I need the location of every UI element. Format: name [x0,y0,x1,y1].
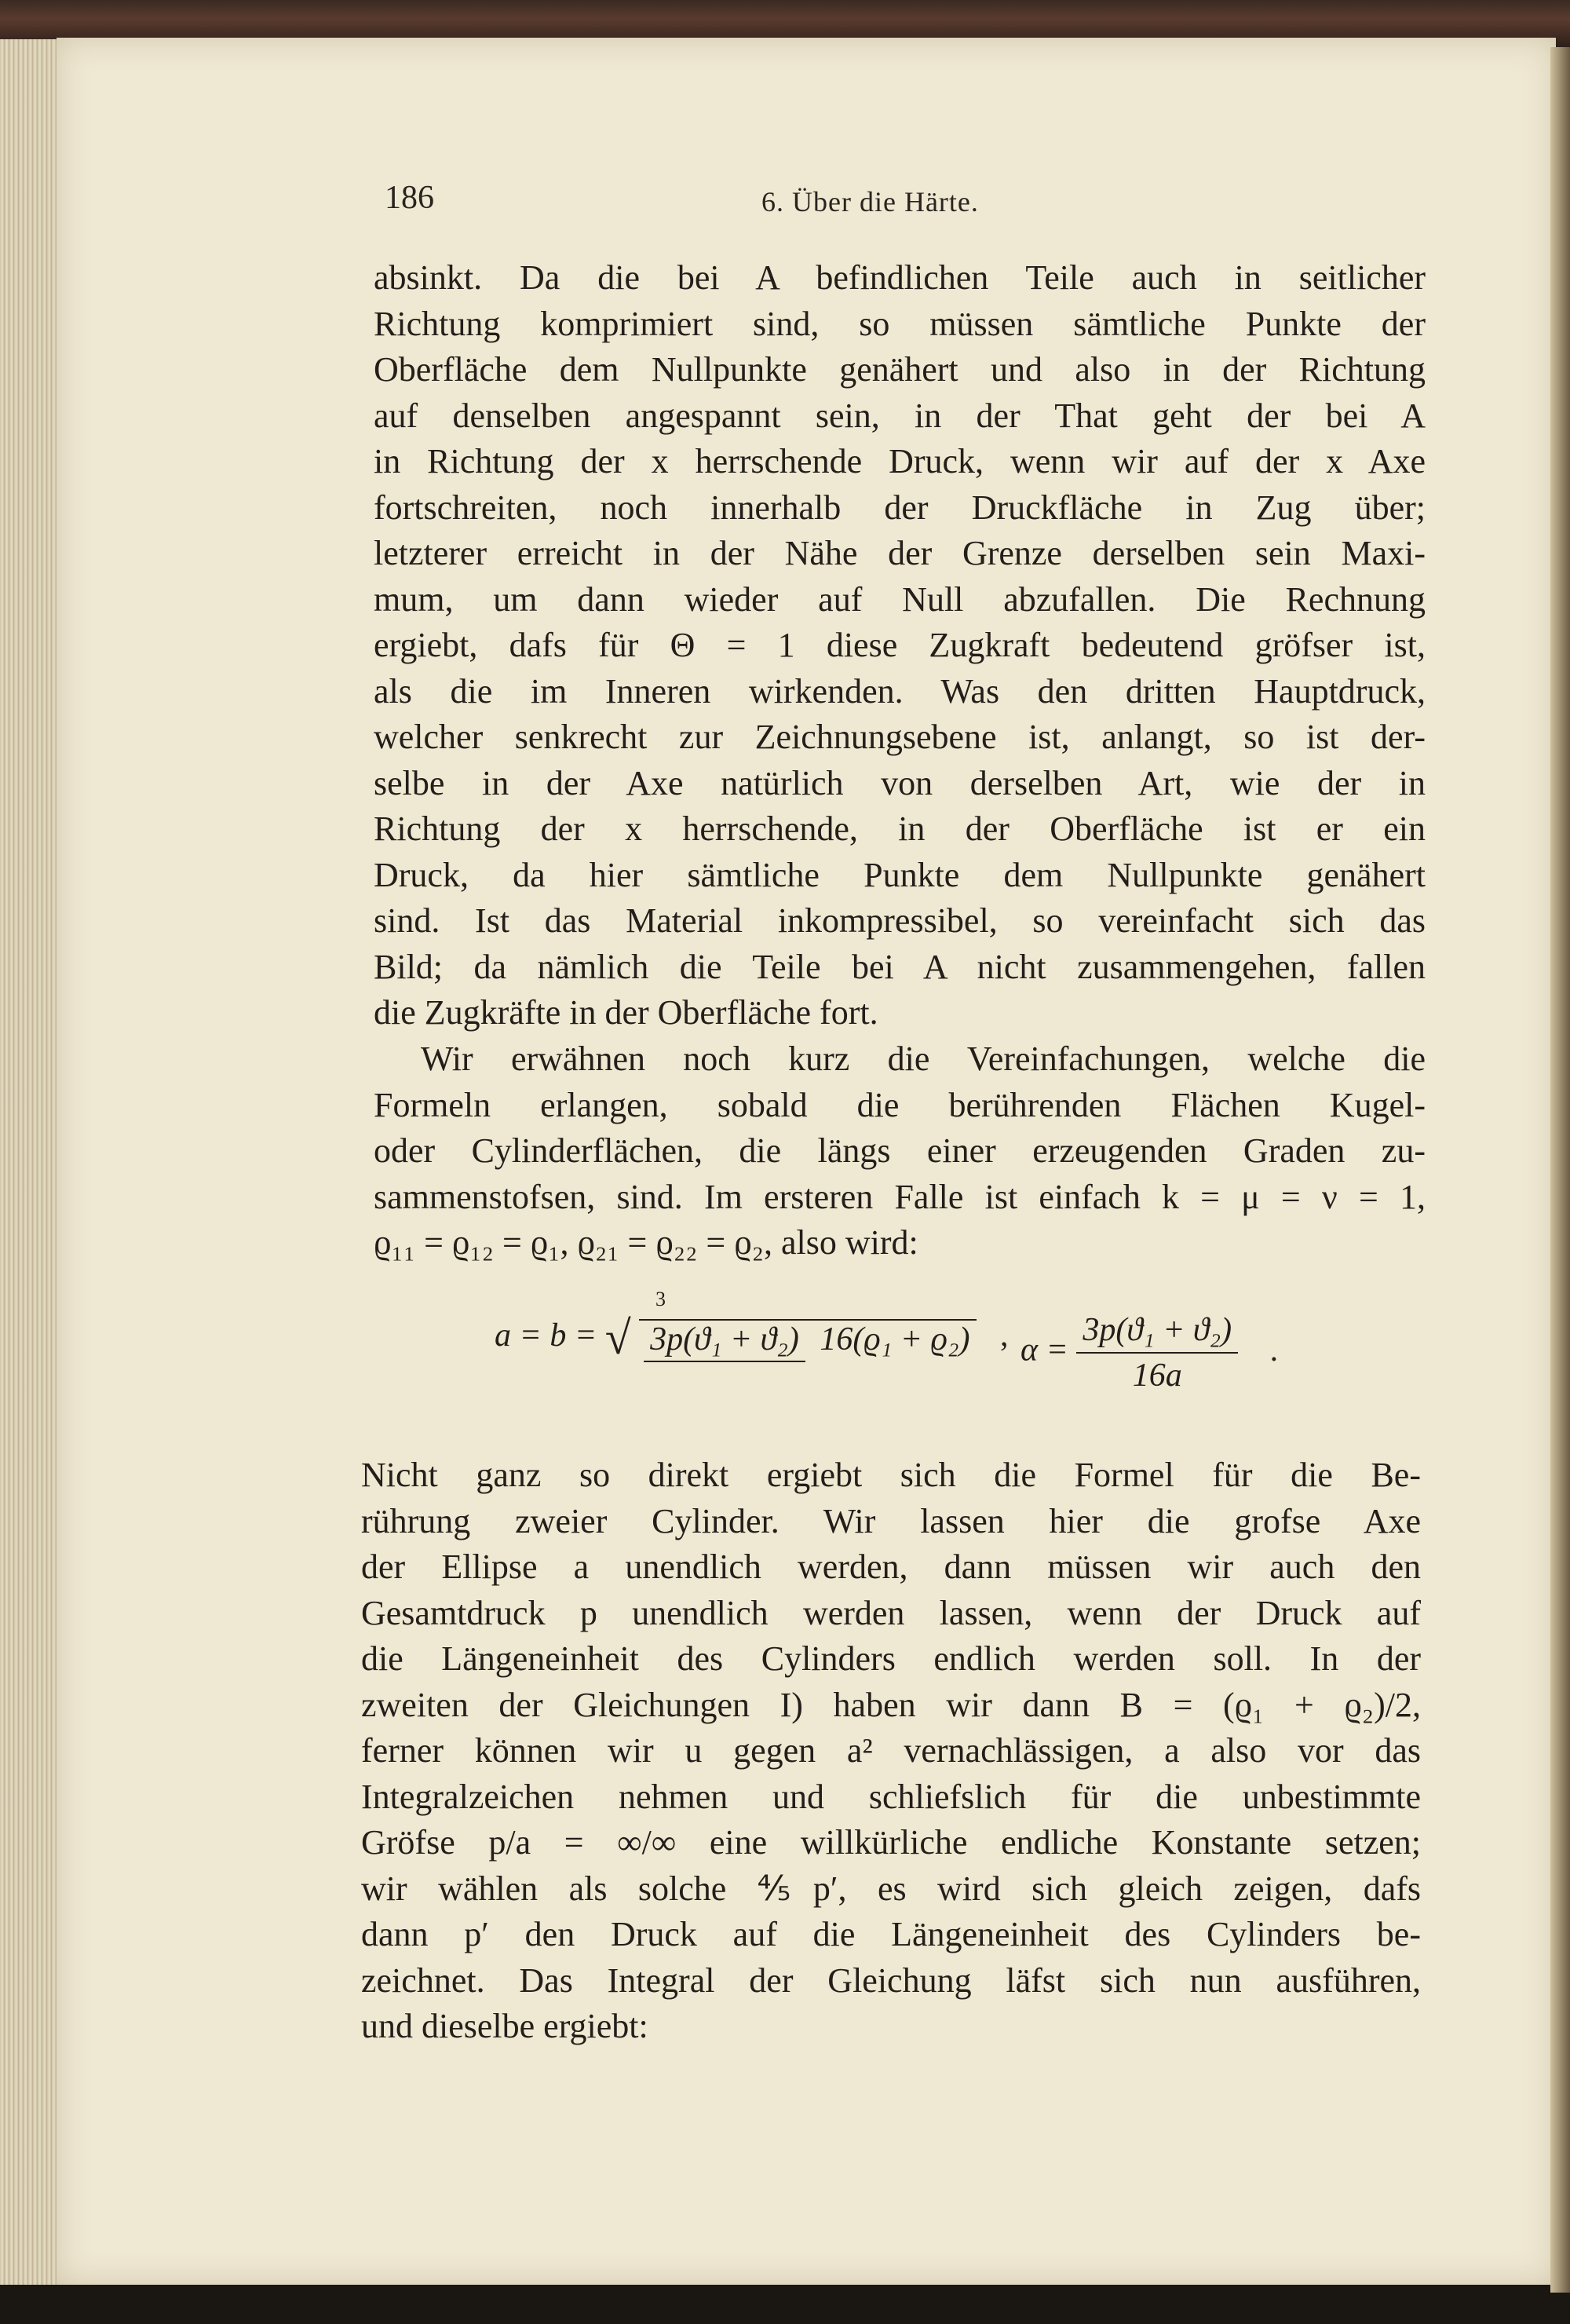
text-line: zeichnet. Das Integral der Gleichung läfst sich nun ausführen, [361,1960,1421,2000]
separator: , [1000,1317,1009,1354]
radical-sign: √ [604,1312,631,1364]
formula-a-equals-b [495,1311,1009,1365]
text-line: Wir erwähnen noch kurz die Vereinfachungen, welche die [421,1040,1426,1078]
formula-lhs: α = [1020,1332,1068,1368]
text-line: absinkt. Da die bei A befindlichen Teile auch in seitlicher [374,258,1426,297]
text-line: letzterer erreicht in der Nähe der Grenze derselben sein Maxi- [374,534,1426,572]
text-line: oder Cylinderflächen, die längs einer erzeugenden Graden zu- [374,1131,1426,1170]
text-line: als die im Inneren wirkenden. Was den dritten Hauptdruck, [374,671,1426,711]
text-line: wir wählen als solche ⅘p′, es wird sich gleich zeigen, dafs [361,1869,1421,1908]
text-line: Oberfläche dem Nullpunkte genähert und also in der Richtung [374,350,1426,389]
denominator: 16(ϱ₁ + ϱ₂) [820,1321,970,1357]
text-line: Nicht ganz so direkt ergiebt sich die Formel für die Be- [361,1456,1421,1494]
page-header [385,179,1452,242]
text-line: rührung zweier Cylinder. Wir lassen hier die grofse Axe [361,1501,1421,1540]
text-line: selbe in der Axe natürlich von derselben Art, wie der in [374,763,1426,802]
paragraph-1 [374,255,1426,1036]
text-line: dann p′ den Druck auf die Längeneinheit des Cylinders be- [361,1915,1421,1953]
text-line: der Ellipse a unendlich werden, dann müssen wir auch den [361,1548,1421,1586]
page-gutter-shadow [1550,47,1570,2293]
denominator: 16a [1132,1357,1182,1394]
running-title: 6. Über die Härte. [761,186,979,217]
numerator: 3p(ϑ₁ + ϑ₂) [1076,1311,1238,1354]
page-number: 186 [385,180,434,216]
fraction [639,1319,976,1358]
paragraph-2 [374,1036,1426,1266]
text-line: ergiebt, dafs für Θ = 1 diese Zugkraft bedeutend gröfser ist, [374,626,1426,664]
paragraph-3 [361,1452,1421,2050]
text-line: fortschreiten, noch innerhalb der Druckfläche in Zug über; [374,488,1426,527]
text-line: ferner können wir u gegen a² vernachlässigen, a also vor das [361,1731,1421,1770]
fraction [1076,1311,1238,1394]
text-line: Richtung komprimiert sind, so müssen sämtliche Punkte der [374,304,1426,343]
text-line: und dieselbe ergiebt: [361,2007,648,2045]
text-line: zweiten der Gleichungen I) haben wir dann B = (ϱ₁ + ϱ₂)/2, [361,1685,1421,1724]
text-line: Integralzeichen nehmen und schliefslich für die unbestimmte [361,1777,1421,1816]
text-line: Gesamtdruck p unendlich werden lassen, wenn der Druck auf [361,1593,1421,1632]
text-line: ϱ₁₁ = ϱ₁₂ = ϱ₁, ϱ₂₁ = ϱ₂₂ = ϱ₂, also wird: [374,1223,918,1262]
text-line: sammenstofsen, sind. Im ersteren Falle ist einfach k = μ = ν = 1, [374,1177,1426,1216]
formula-end: . [1269,1332,1279,1368]
text-line: die Längeneinheit des Cylinders endlich werden soll. In der [361,1639,1421,1678]
text-line: welcher senkrecht zur Zeichnungsebene ist, anlangt, so ist der- [374,718,1426,756]
page-stack-edge [0,39,63,2285]
formula-block [471,1288,1382,1429]
cube-root-index: 3 [655,1288,666,1310]
text-line: Richtung der x herrschende, in der Oberfläche ist er ein [374,809,1426,848]
text-line: Gröfse p/a = ∞/∞ eine willkürliche endliche Konstante setzen; [361,1823,1421,1862]
formula-alpha [1020,1311,1278,1394]
text-line: die Zugkräfte in der Oberfläche fort. [374,993,878,1032]
text-line: Bild; da nämlich die Teile bei A nicht zusammengehen, fallen [374,947,1426,986]
text-line: in Richtung der x herrschende Druck, wenn wir auf der x Axe [374,442,1426,481]
numerator: 3p(ϑ₁ + ϑ₂) [644,1321,805,1362]
text-line: sind. Ist das Material inkompressibel, so vereinfacht sich das [374,901,1426,940]
text-line: Formeln erlangen, sobald die berührenden Flächen Kugel- [374,1085,1426,1124]
text-line: auf denselben angespannt sein, in der That geht der bei A [374,396,1426,435]
text-line: Druck, da hier sämtliche Punkte dem Nullpunkte genähert [374,855,1426,894]
formula-lhs: a = b = [495,1317,597,1354]
text-line: mum, um dann wieder auf Null abzufallen. Die Rechnung [374,579,1426,619]
